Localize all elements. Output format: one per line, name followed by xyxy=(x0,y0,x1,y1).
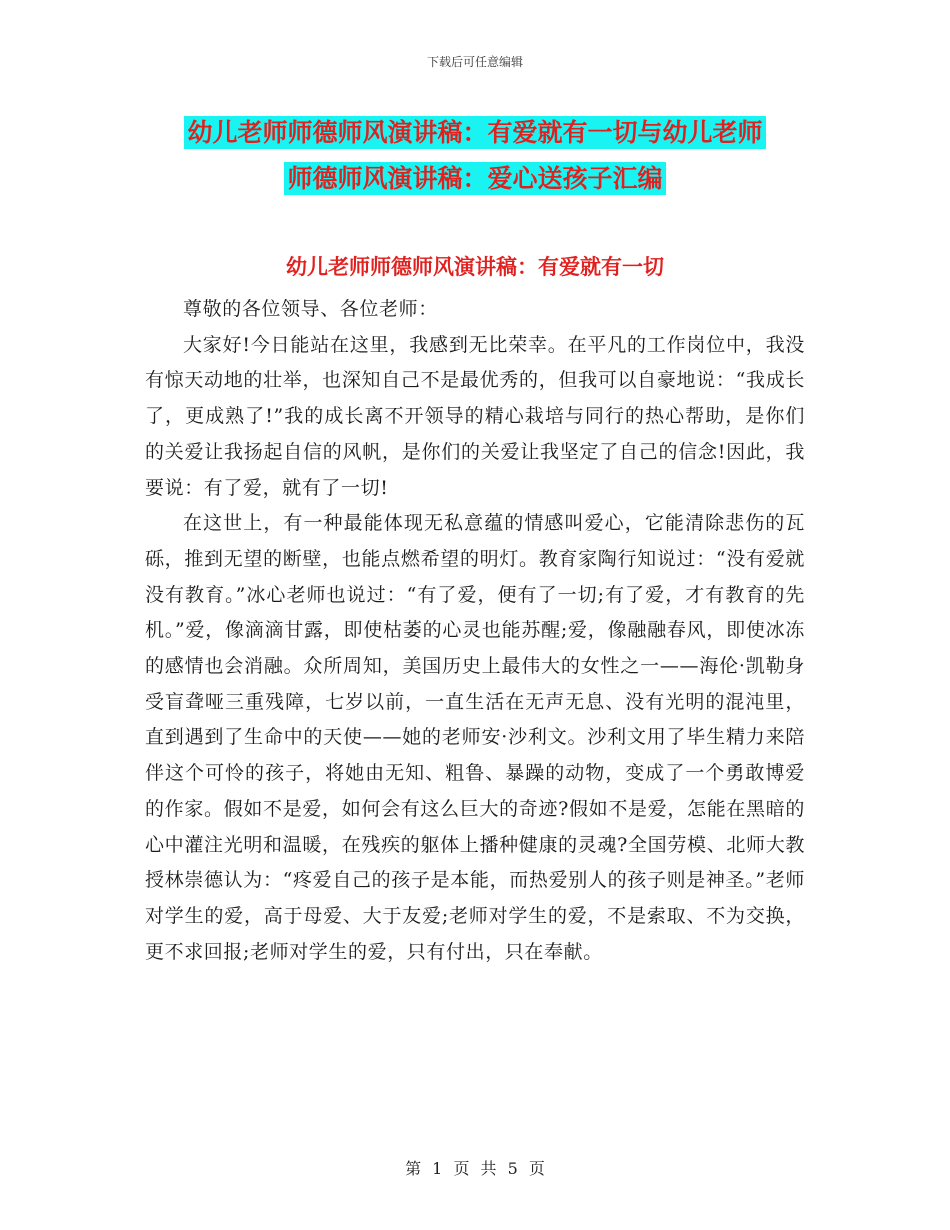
document-title-line-2-text: 师德师风演讲稿：爱心送孩子汇编 xyxy=(284,162,665,195)
paragraph-salutation: 尊敬的各位领导、各位老师： xyxy=(183,298,438,320)
document-title-line-2 xyxy=(0,159,950,195)
paragraph-greeting: 大家好!今日能站在这里，我感到无比荣幸。在平凡的工作岗位中，我没有惊天动地的壮举，也深知自己不是最优秀的，但我可以自豪地说：“我成长了，更成熟了!”我的成长离不开领导的精心栽培与同行的热心帮助，是你们的关爱让我扬起自信的风帆，是你们的关爱让我坚定了自己的信念!因此，我要说：有了爱，就有了一切! xyxy=(145,333,805,499)
document-title-line-1-text: 幼儿老师师德师风演讲稿：有爱就有一切与幼儿老师 xyxy=(184,116,765,149)
header-note: 下载后可任意编辑 xyxy=(426,55,523,69)
section-title: 幼儿老师师德师风演讲稿：有爱就有一切 xyxy=(286,255,664,279)
document-title-line-1 xyxy=(0,113,950,149)
page-number: 第 1 页 共 5 页 xyxy=(405,1159,545,1178)
document-body xyxy=(145,292,805,970)
paragraph-love: 在这世上，有一种最能体现无私意蕴的情感叫爱心，它能清除悲伤的瓦砾，推到无望的断壁，也能点燃希望的明灯。教育家陶行知说过：“没有爱就没有教育。”冰心老师也说过：“有了爱，便有了一切;有了爱，才有教育的先机。”爱，像滴滴甘露，即使枯萎的心灵也能苏醒;爱，像融融春风，即使冰冻的感情也会消融。众所周知，美国历史上最伟大的女性之一——海伦·凯勒身受盲聋哑三重残障，七岁以前，一直生活在无声无息、没有光明的混沌里，直到遇到了生命中的天使——她的老师安·沙利文。沙利文用了毕生精力来陪伴这个可怜的孩子，将她由无知、粗鲁、暴躁的动物，变成了一个勇敢博爱的作家。假如不是爱，如何会有这么巨大的奇迹?假如不是爱，怎能在黑暗的心中灌注光明和温暖，在残疾的躯体上播种健康的灵魂?全国劳模、北师大教授林崇德认为：“疼爱自己的孩子是本能，而热爱别人的孩子则是神圣。”老师对学生的爱，高于母爱、大于友爱;老师对学生的爱，不是索取、不为交换，更不求回报;老师对学生的爱，只有付出，只在奉献。 xyxy=(145,512,805,963)
